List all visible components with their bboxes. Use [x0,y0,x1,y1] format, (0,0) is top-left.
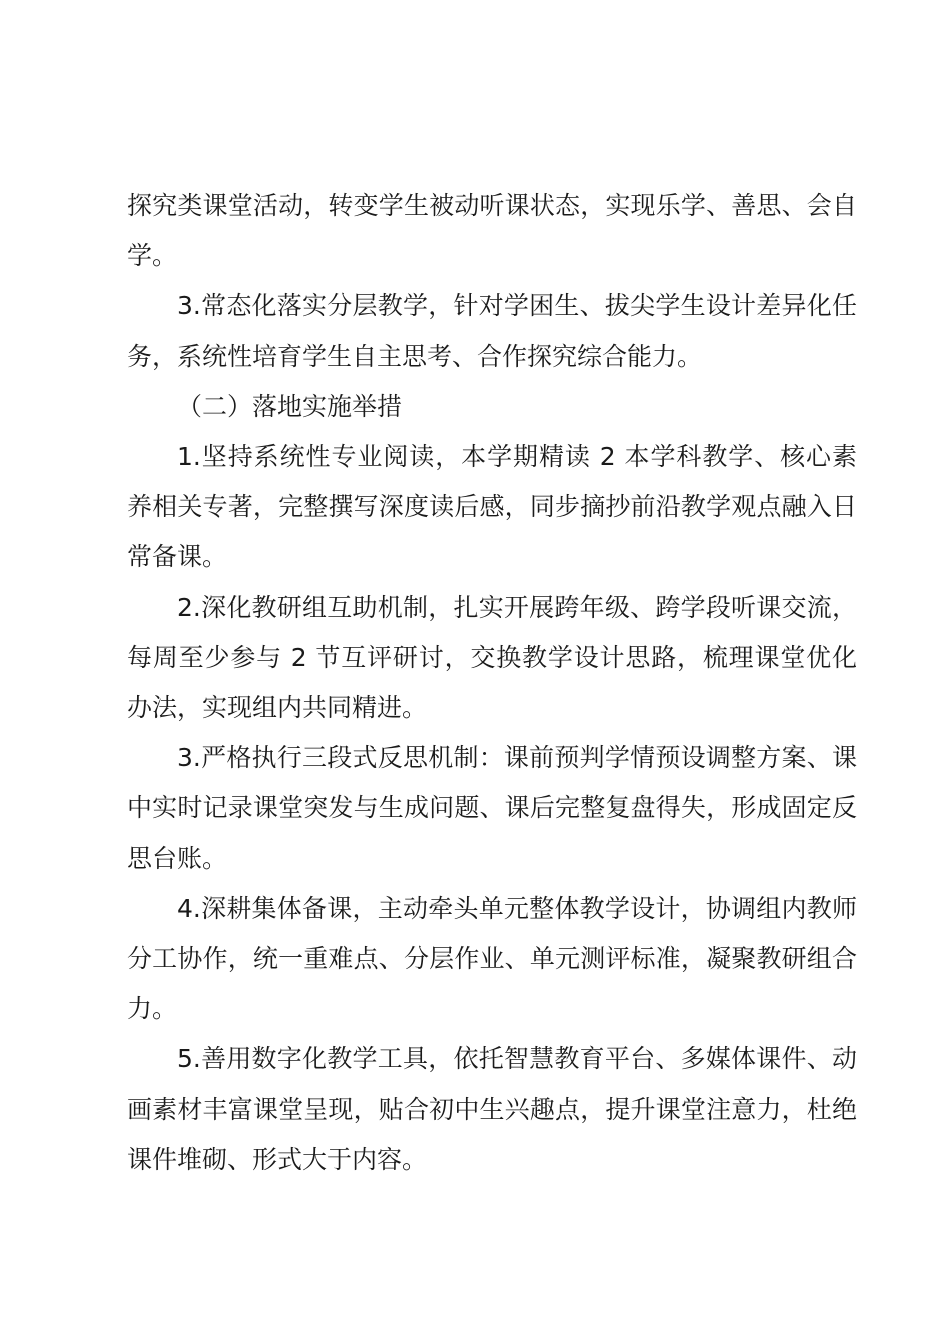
paragraph-item-3-layered-teaching: 3.常态化落实分层教学，针对学困生、拔尖学生设计差异化任务，系统性培育学生自主思考、合作探究综合能力。 [127,291,857,371]
paragraph-continuation: 探究类课堂活动，转变学生被动听课状态，实现乐学、善思、会自学。 [127,191,857,271]
paragraph-item-5-digital-tools: 5.善用数字化教学工具，依托智慧教育平台、多媒体课件、动画素材丰富课堂呈现，贴合初中生兴趣点，提升课堂注意力，杜绝课件堆砌、形式大于内容。 [127,1044,857,1174]
paragraph-item-3-reflection: 3.严格执行三段式反思机制：课前预判学情预设调整方案、课中实时记录课堂突发与生成问题、课后完整复盘得失，形成固定反思台账。 [127,743,857,873]
paragraph-item-4-collective-prep: 4.深耕集体备课，主动牵头单元整体教学设计，协调组内教师分工协作，统一重难点、分层作业、单元测评标准，凝聚教研组合力。 [127,893,857,1024]
document-body [127,181,857,1185]
paragraph-item-2-peer-mechanism: 2.深化教研组互助机制，扎实开展跨年级、跨学段听课交流，每周至少参与 2 节互评研讨，交换教学设计思路，梳理课堂优化办法，实现组内共同精进。 [127,592,857,723]
paragraph-item-1-reading: 1.坚持系统性专业阅读，本学期精读 2 本学科教学、核心素养相关专著，完整撰写深度读后感，同步摘抄前沿教学观点融入日常备课。 [127,442,857,572]
section-heading-implementation-measures: （二）落地实施举措 [177,391,403,421]
